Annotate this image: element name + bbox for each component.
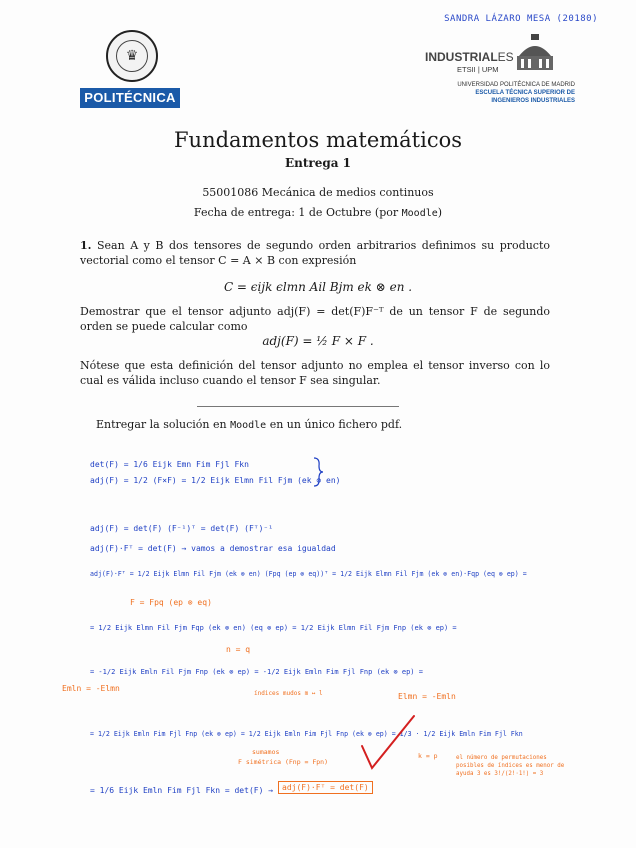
industriales-title-a: INDUSTRIAL (425, 50, 498, 64)
upm-logo (80, 30, 180, 110)
course-line: 55001086 Mecánica de medios continuos (202, 186, 434, 199)
hw-note-6: sumamos (252, 748, 280, 756)
hw-line-5: adj(F)·Fᵀ = 1/2 Eijk Elmn Fil Fjm (ek ⊗ en) (Fpq (ep ⊗ eq))ᵀ = 1/2 Eijk Elmn Fil Fjm (ek ⊗ en)·Fqp (eq ⊗ ep) = (90, 570, 527, 578)
due-suffix: ) (437, 206, 443, 219)
industriales-line3: INGENIEROS INDUSTRIALES (491, 98, 575, 104)
industriales-logo (425, 34, 575, 114)
problem-para-3: Nótese que esta definición del tensor adjunto no emplea el tensor inverso con lo cual es válida incluso cuando el tensor F sea singular. (80, 359, 550, 387)
brace-icon (312, 456, 324, 488)
industriales-sub: ETSII | UPM (457, 65, 499, 74)
submission-prefix: Entregar la solución en (96, 418, 231, 431)
problem-number: 1. (80, 239, 92, 252)
hw-line-7: = -1/2 Eijk Emln Fil Fjm Fnp (ek ⊗ ep) = -1/2 Eijk Emln Fim Fjl Fnp (ek ⊗ ep) = (90, 668, 423, 676)
hw-line-2: adj(F) = 1/2 (F×F) = 1/2 Eijk Elmn Fil Fjm (ek ⊗ en) (90, 476, 341, 485)
submission-suffix: en un único fichero pdf. (266, 418, 403, 431)
hw-note-8: k = p (418, 752, 438, 760)
hw-line-8: = 1/2 Eijk Emln Fim Fjl Fnp (ek ⊗ ep) = 1/2 Eijk Emln Fim Fjl Fnp (ek ⊗ ep) = 1/3 · 1/2 Eijk Emln Fim Fjl Fkn (90, 730, 523, 738)
equation-2: adj(F) = ½ F × F . (262, 334, 374, 348)
hw-note-3: Emln = -Elmn (62, 684, 120, 693)
dome-icon (513, 34, 557, 70)
hw-note-2: n = q (226, 645, 251, 654)
submission-note (96, 418, 402, 431)
due-moodle: Moodle (401, 208, 438, 219)
equation-1: C = ϵijk ϵlmn Ail Bjm ek ⊗ en . (223, 280, 413, 294)
hw-note-1: F = Fpq (ep ⊗ eq) (130, 598, 212, 607)
crown-icon: ♛ (116, 40, 148, 72)
hw-line-9: = 1/6 Eijk Emln Fim Fjl Fkn = det(F) → (90, 786, 274, 795)
divider (197, 406, 399, 407)
hw-line-3: adj(F) = det(F) (F⁻¹)ᵀ = det(F) (Fᵀ)⁻¹ (90, 524, 274, 533)
student-name: SANDRA LÁZARO MESA (20180) (444, 14, 598, 24)
industriales-title (425, 50, 514, 64)
hw-note-4: índices mudos m ↔ l (254, 690, 323, 697)
page-title: Fundamentos matemáticos (173, 128, 463, 152)
hw-note-7: F simétrica (Fnp = Fpn) (238, 758, 329, 766)
industriales-line1: UNIVERSIDAD POLITÉCNICA DE MADRID (457, 82, 575, 88)
problem-para-2: Demostrar que el tensor adjunto adj(F) = det(F)F⁻ᵀ de un tensor F de segundo orden se puede calcular como (80, 305, 550, 333)
problem-para-1 (80, 238, 550, 268)
submission-moodle: Moodle (230, 420, 267, 431)
hw-line-1: det(F) = 1/6 Eijk Emn Fim Fjl Fkn (90, 460, 249, 469)
hw-line-4: adj(F)·Fᵀ = det(F) → vamos a demostrar esa igualdad (90, 544, 336, 553)
industriales-title-b: ES (497, 50, 514, 64)
checkmark-icon (358, 712, 418, 772)
hw-note-5: Elmn = -Emln (398, 692, 456, 701)
due-date (0, 206, 636, 219)
industriales-line2: ESCUELA TÉCNICA SUPERIOR DE (475, 90, 575, 96)
page-subtitle: Entrega 1 (284, 156, 352, 170)
upm-seal (106, 30, 158, 82)
due-prefix: Fecha de entrega: 1 de Octubre (por (193, 206, 402, 219)
hw-note-9: el número de permutaciones posibles de índices es menor de ayuda 3 es 3!/(2!·1!) = 3 (456, 755, 565, 777)
hw-line-6: = 1/2 Eijk Elmn Fil Fjm Fqp (ek ⊗ en) (eq ⊗ ep) = 1/2 Eijk Elmn Fil Fjm Fnp (ek ⊗ ep) = (90, 624, 457, 632)
upm-logo-band: POLITÉCNICA (80, 88, 180, 108)
problem-para-1-text: Sean A y B dos tensores de segundo orden arbitrarios definimos su producto vectorial como el tensor C = A × B con expresión (80, 239, 550, 267)
hw-result-box: adj(F)·Fᵀ = det(F) (278, 781, 373, 794)
